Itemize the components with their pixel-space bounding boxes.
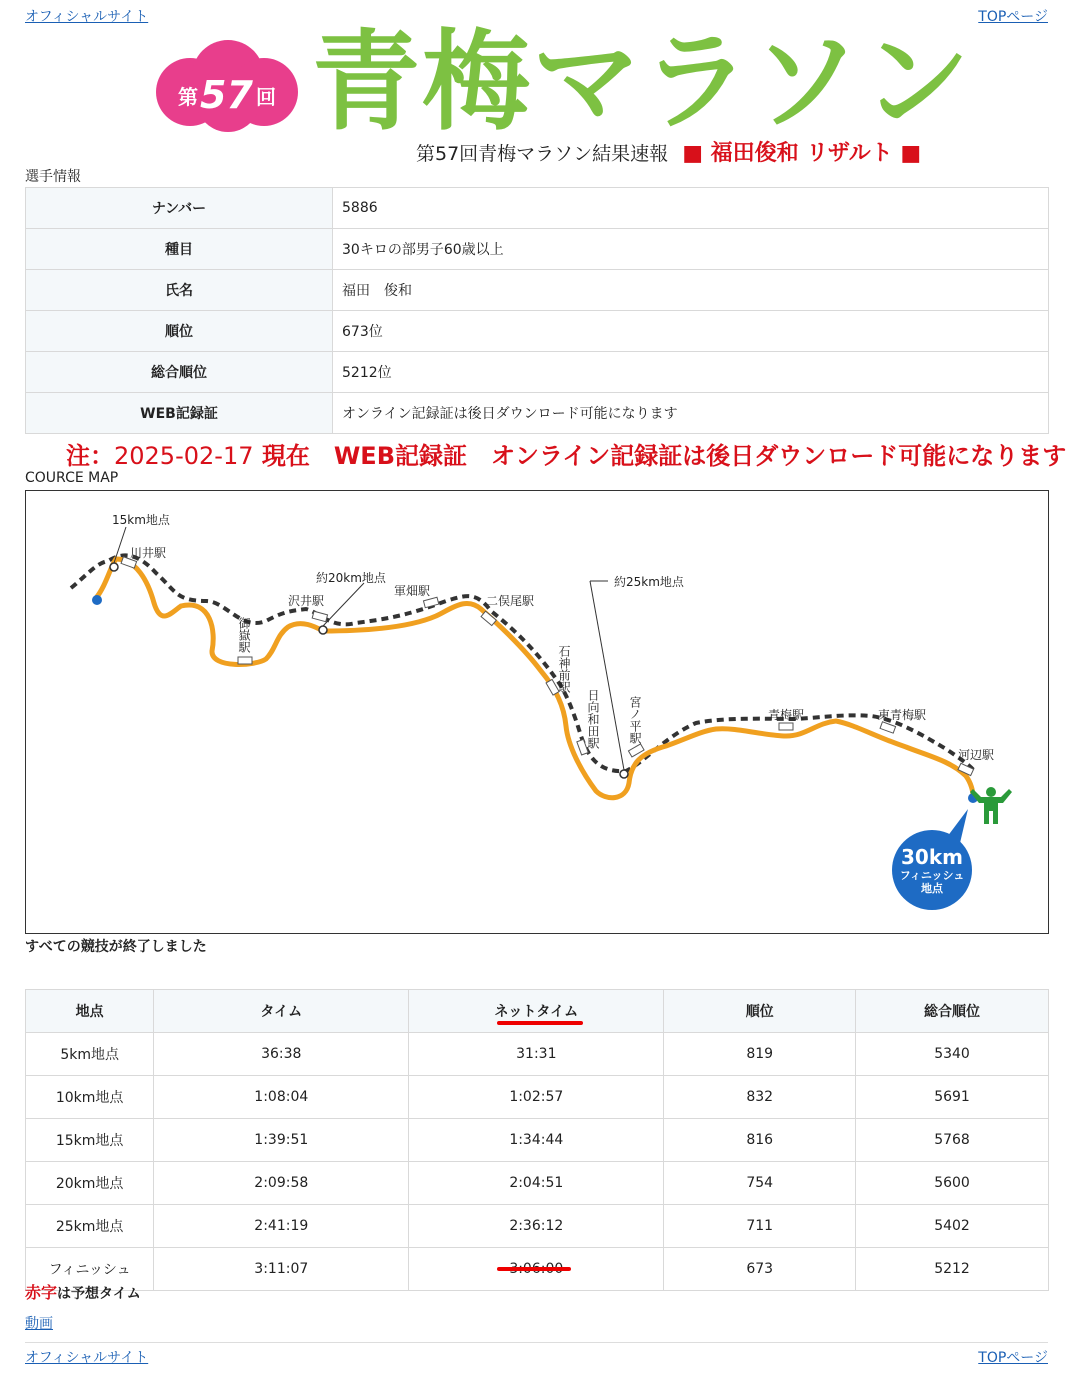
marker-25km (620, 770, 628, 778)
legend-red-text: 赤字 (25, 1283, 58, 1302)
course-map-label: COURCE MAP (25, 470, 119, 486)
runner-figure-icon (970, 787, 1012, 824)
split-cell: 819 (664, 1033, 856, 1076)
race-title-logo: 青梅マラソン (312, 20, 973, 145)
note-text: 現在 WEB記録証 オンライン記録証は後日ダウンロード可能になります (253, 442, 1067, 470)
marker-20km (319, 626, 327, 634)
runner-info-value: オンライン記録証は後日ダウンロード可能になります (333, 393, 1049, 434)
runner-info-key: 順位 (26, 311, 333, 352)
final-net-time-underline (497, 1267, 571, 1271)
results-subtitle: 第57回青梅マラソン結果速報 (416, 143, 669, 165)
runner-info-key: WEB記録証 (26, 393, 333, 434)
railway-line (71, 555, 976, 773)
runner-info-row (26, 311, 1049, 352)
split-cell: 711 (664, 1205, 856, 1248)
runner-info-label: 選手情報 (25, 169, 81, 185)
label-futamatao: 二俣尾駅 (486, 594, 535, 608)
split-cell: 2:41:19 (154, 1205, 409, 1248)
finish-km: 30km (901, 845, 963, 869)
top-page-link-top[interactable]: TOPページ (978, 9, 1048, 25)
split-cell: 673 (664, 1248, 856, 1291)
label-ome: 青梅駅 (768, 708, 805, 722)
note-date: 2025-02-17 (114, 442, 254, 470)
runner-info-value: 673位 (333, 311, 1049, 352)
net-time-header-underline (497, 1021, 583, 1025)
finish-text2: 地点 (921, 882, 943, 895)
split-cell: フィニッシュ (26, 1248, 154, 1291)
split-cell: 5212 (856, 1248, 1049, 1291)
split-header-cell: 地点 (26, 990, 154, 1033)
split-cell: 20km地点 (26, 1162, 154, 1205)
split-cell: 5691 (856, 1076, 1049, 1119)
split-cell: 5768 (856, 1119, 1049, 1162)
course-route (96, 559, 973, 798)
label-higashiome: 東青梅駅 (878, 708, 927, 722)
competition-status: すべての競技が終了しました (25, 939, 207, 955)
split-header-cell: ネットタイム (409, 990, 664, 1033)
runner-info-key: 種目 (26, 229, 333, 270)
badge-number: 57 (200, 73, 253, 117)
finish-text1: フィニッシュ (899, 869, 965, 882)
split-cell: 31:31 (409, 1033, 664, 1076)
label-sawai: 沢井駅 (288, 594, 325, 608)
split-cell: 5600 (856, 1162, 1049, 1205)
runner-info-value: 5212位 (333, 352, 1049, 393)
runner-info-value: 30キロの部男子60歳以上 (333, 229, 1049, 270)
split-header-cell: タイム (154, 990, 409, 1033)
race-header (150, 20, 973, 166)
note-prefix: 注： (66, 442, 114, 470)
label-ikusabata: 軍畑駅 (394, 584, 431, 598)
predicted-time-legend (25, 1280, 141, 1303)
57th-badge-icon (156, 40, 298, 132)
split-cell: 1:02:57 (409, 1076, 664, 1119)
video-link[interactable]: 動画 (25, 1316, 53, 1332)
runner-info-key: ナンバー (26, 188, 333, 229)
split-header-cell: 順位 (664, 990, 856, 1033)
table-row (26, 1205, 1049, 1248)
split-cell: 816 (664, 1119, 856, 1162)
legend-text: は予想タイム (57, 1286, 141, 1302)
split-cell: 15km地点 (26, 1119, 154, 1162)
header-subline (416, 136, 921, 167)
split-cell: 10km地点 (26, 1076, 154, 1119)
label-25km: 約25km地点 (614, 575, 684, 589)
table-row (26, 1119, 1049, 1162)
split-cell: 5402 (856, 1205, 1049, 1248)
split-cell: 832 (664, 1076, 856, 1119)
course-map (25, 490, 1049, 934)
badge-prefix: 第 (178, 85, 198, 109)
record-note (66, 436, 1066, 471)
split-cell: 1:34:44 (409, 1119, 664, 1162)
runner-info-row (26, 270, 1049, 311)
runner-info-value: 5886 (333, 188, 1049, 229)
label-mitake: 御嶽駅 (237, 617, 251, 653)
label-hinatawada: 日向和田駅 (586, 689, 600, 749)
split-times-table (25, 989, 1049, 1291)
split-header-cell: 総合順位 (856, 990, 1049, 1033)
runner-info-key: 総合順位 (26, 352, 333, 393)
split-cell: 5km地点 (26, 1033, 154, 1076)
label-miyanohira: 宮ノ平駅 (628, 696, 642, 744)
runner-info-key: 氏名 (26, 270, 333, 311)
runner-info-row (26, 229, 1049, 270)
table-row (26, 1076, 1049, 1119)
label-kabe: 河辺駅 (958, 748, 995, 762)
split-cell: 1:39:51 (154, 1119, 409, 1162)
label-kawai: 川井駅 (130, 546, 167, 560)
runner-info-value: 福田 俊和 (333, 270, 1049, 311)
split-cell: 2:09:58 (154, 1162, 409, 1205)
bottom-nav (25, 1342, 1048, 1371)
label-20km: 約20km地点 (316, 571, 386, 585)
badge-suffix: 回 (256, 85, 276, 109)
runner-info-row (26, 188, 1049, 229)
table-row (26, 1162, 1049, 1205)
table-row (26, 1033, 1049, 1076)
runner-info-row (26, 352, 1049, 393)
official-site-link-top[interactable]: オフィシャルサイト (25, 9, 149, 25)
runner-info-row (26, 393, 1049, 434)
split-cell: 36:38 (154, 1033, 409, 1076)
runner-result-label: ■ 福田俊和 リザルト ■ (682, 141, 922, 166)
split-cell: 3:11:07 (154, 1248, 409, 1291)
split-cell: 5340 (856, 1033, 1049, 1076)
label-15km: 15km地点 (112, 513, 170, 527)
label-ishigamimae: 石神前駅 (557, 645, 571, 693)
runner-info-table (25, 187, 1049, 434)
official-site-link-bottom[interactable]: オフィシャルサイト (25, 1350, 149, 1366)
split-cell: 25km地点 (26, 1205, 154, 1248)
top-page-link-bottom[interactable]: TOPページ (978, 1350, 1048, 1366)
split-cell: 2:36:12 (409, 1205, 664, 1248)
split-cell: 1:08:04 (154, 1076, 409, 1119)
split-cell: 2:04:51 (409, 1162, 664, 1205)
start-dot (92, 595, 102, 605)
marker-15km (110, 563, 118, 571)
split-cell: 754 (664, 1162, 856, 1205)
